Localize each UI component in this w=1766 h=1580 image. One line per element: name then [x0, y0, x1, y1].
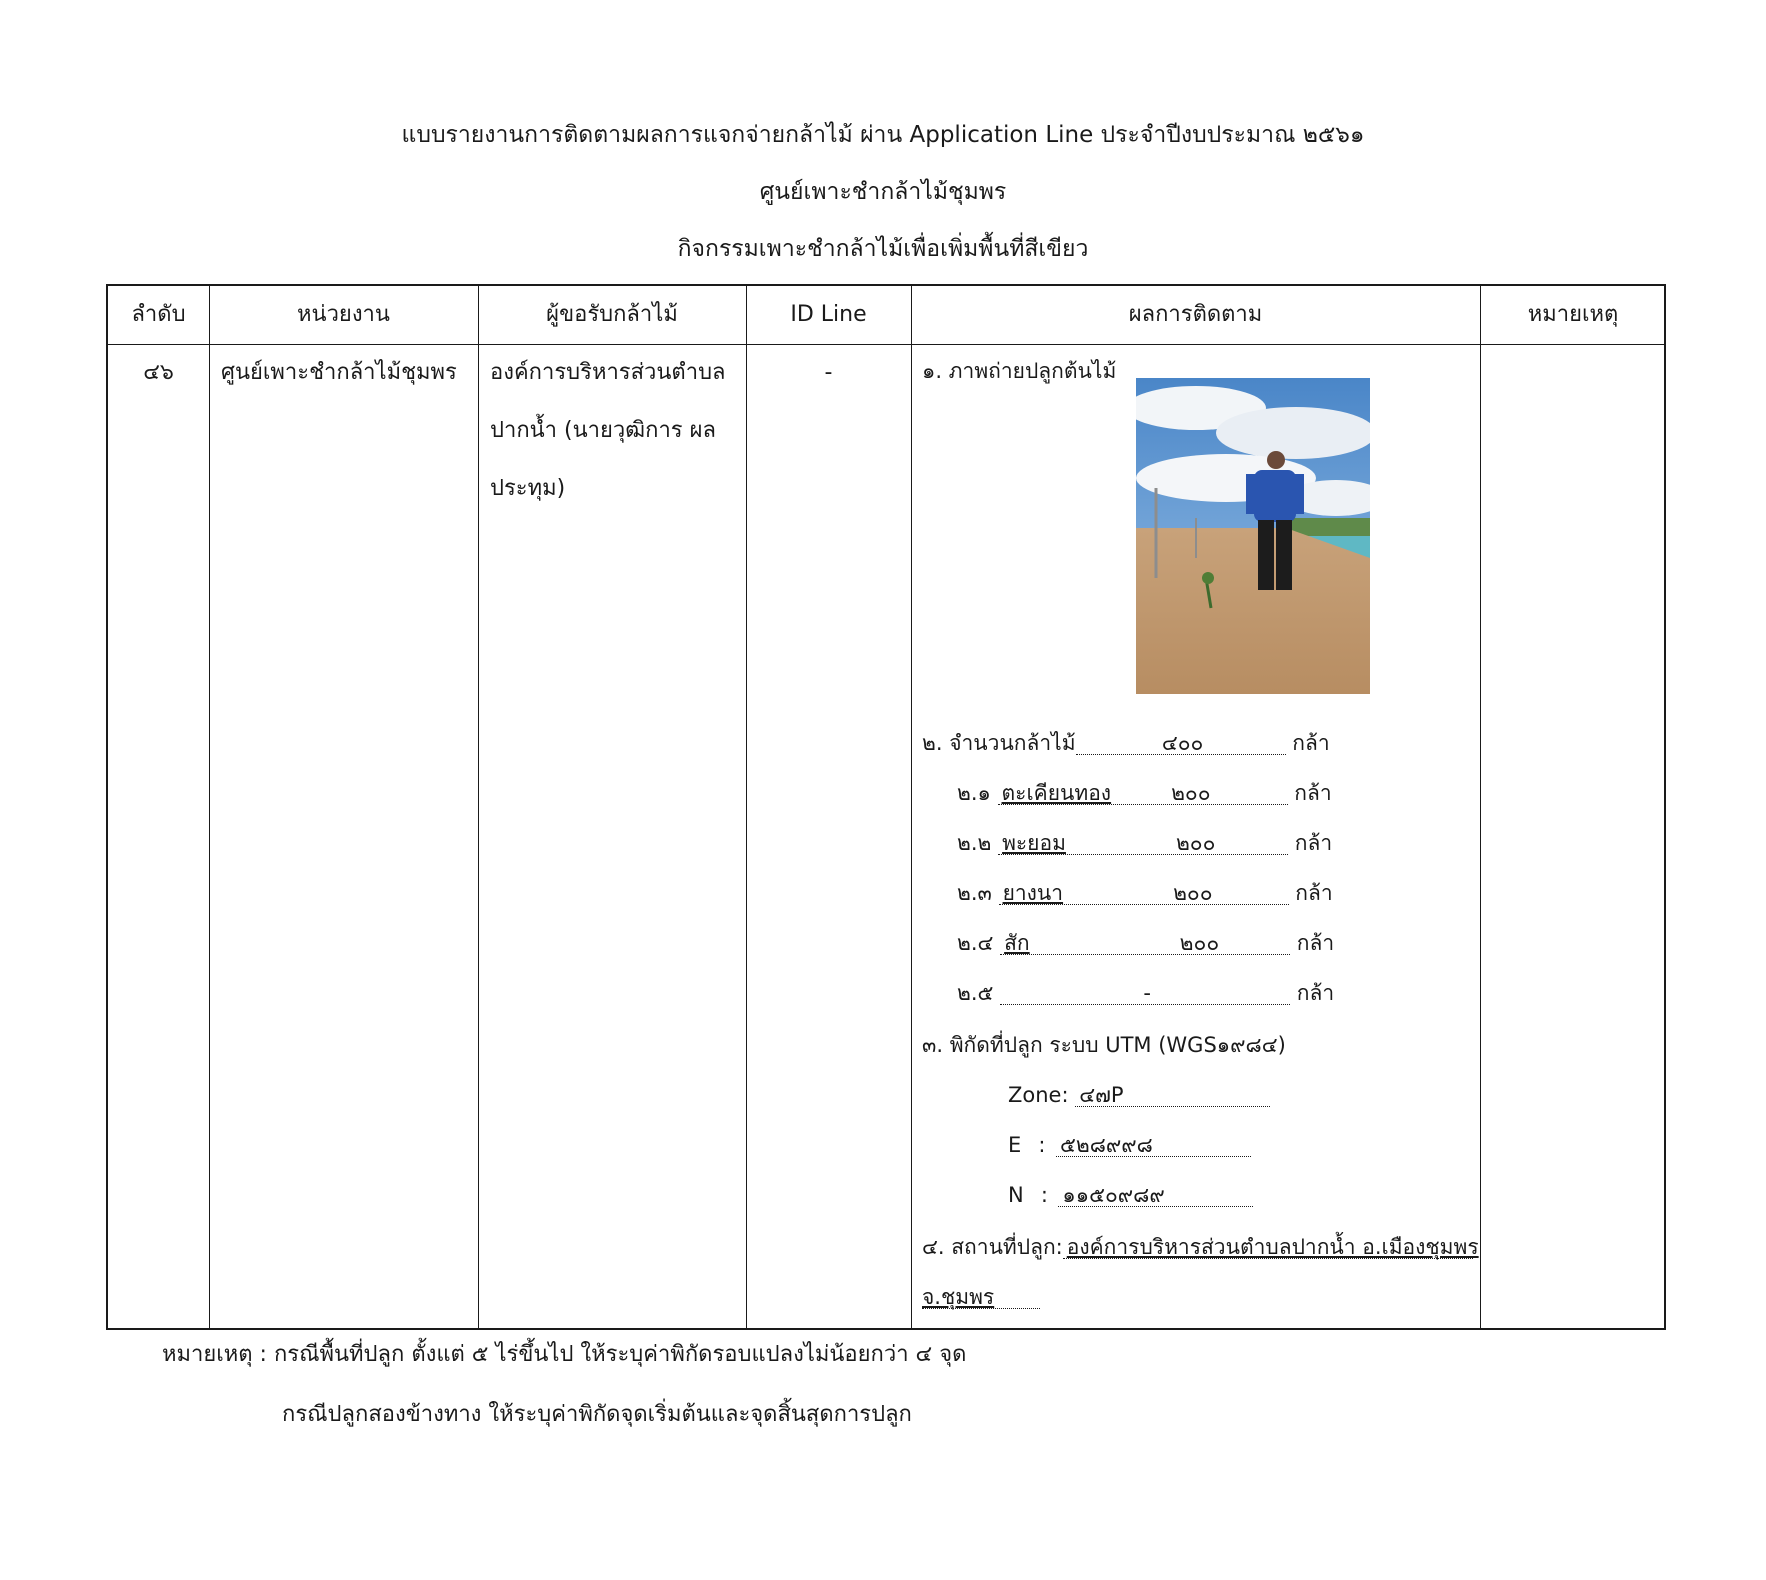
- e-value: ๕๒๘๙๙๘: [1056, 1133, 1251, 1157]
- species-fill: [1000, 981, 1290, 1005]
- center-name: ศูนย์เพาะชำกล้าไม้ชุมพร: [759, 179, 1007, 205]
- planting-photo: [1136, 378, 1370, 694]
- activity-name: กิจกรรมเพาะชำกล้าไม้เพื่อเพิ่มพื้นที่สีเขียว: [677, 236, 1089, 262]
- count-row: [922, 728, 1330, 758]
- species-unit: กล้า: [1295, 881, 1333, 905]
- species-qty: -: [1143, 981, 1151, 1005]
- species-no: ๒.๑: [957, 781, 991, 805]
- species-unit: กล้า: [1294, 781, 1332, 805]
- column-divider: [1480, 286, 1481, 1328]
- row-id-line: -: [824, 360, 833, 385]
- species-no: ๒.๔: [957, 931, 994, 955]
- header-result: ผลการติดตาม: [1128, 302, 1263, 327]
- column-divider: [209, 286, 210, 1328]
- species-row: [957, 778, 1332, 808]
- coord-label: ๓. พิกัดที่ปลูก ระบบ UTM (WGS๑๙๘๔): [922, 1033, 1286, 1057]
- species-row: [957, 828, 1332, 858]
- e-label: E: [1008, 1133, 1022, 1157]
- species-no: ๒.๒: [957, 831, 992, 855]
- report-title: แบบรายงานการติดตามผลการแจกจ่ายกล้าไม้ ผ่าน Application Line ประจำปีงบประมาณ ๒๕๖๑: [401, 122, 1365, 148]
- zone-row: [1008, 1080, 1270, 1110]
- species-name: พะยอม: [1002, 831, 1066, 855]
- species-qty: ๒๐๐: [1171, 781, 1211, 805]
- species-qty: ๒๐๐: [1179, 931, 1220, 955]
- footnote-text1: กรณีพื้นที่ปลูก ตั้งแต่ ๕ ไร่ขึ้นไป ให้ระบุค่าพิกัดรอบแปลงไม่น้อยกว่า ๔ จุด: [273, 1342, 967, 1367]
- species-qty: ๒๐๐: [1173, 881, 1213, 905]
- species-name: ยางนา: [1002, 881, 1064, 905]
- header-id-line: ID Line: [790, 302, 867, 327]
- header-no: ลำดับ: [131, 302, 186, 327]
- row-unit: ศูนย์เพาะชำกล้าไม้ชุมพร: [221, 360, 457, 385]
- count-value: ๔๐๐: [1076, 731, 1286, 755]
- e-row: E : ๕๒๘๙๙๘: [1008, 1130, 1251, 1160]
- species-unit: กล้า: [1296, 931, 1335, 955]
- species-no: ๒.๕: [957, 981, 994, 1005]
- photo-label: ๑. ภาพถ่ายปลูกต้นไม้: [922, 359, 1117, 383]
- header-recipient: ผู้ขอรับกล้าไม้: [546, 302, 678, 327]
- species-fill: [998, 781, 1288, 805]
- species-name: ตะเคียนทอง: [1001, 781, 1112, 805]
- count-unit: กล้า: [1292, 731, 1330, 755]
- count-label: ๒. จำนวนกล้าไม้: [922, 731, 1076, 755]
- column-divider: [911, 286, 912, 1328]
- header-unit: หน่วยงาน: [297, 302, 390, 327]
- report-table: [106, 284, 1666, 1330]
- column-divider: [478, 286, 479, 1328]
- footnote-label: หมายเหตุ :: [162, 1342, 267, 1367]
- place-row: [922, 1232, 1479, 1262]
- species-unit: กล้า: [1294, 831, 1333, 855]
- species-no: ๒.๓: [957, 881, 992, 905]
- n-row: N : ๑๑๕๐๙๘๙: [1008, 1180, 1253, 1210]
- species-fill: [998, 831, 1288, 855]
- place-label: ๔. สถานที่ปลูก:: [922, 1235, 1063, 1259]
- species-row: [957, 878, 1333, 908]
- row-no: ๔๖: [143, 360, 174, 385]
- species-row: [957, 928, 1334, 958]
- footnote-line2: กรณีปลูกสองข้างทาง ให้ระบุค่าพิกัดจุดเริ่มต้นและจุดสิ้นสุดการปลูก: [282, 1402, 912, 1427]
- row-recipient: องค์การบริหารส่วนตำบลปากน้ำ (นายวุฒิการ ผลประทุม): [490, 360, 726, 501]
- species-row: [957, 978, 1334, 1008]
- column-divider: [746, 286, 747, 1328]
- place-value-line2: จ.ชุมพร: [922, 1285, 1040, 1309]
- footnote-line1: [162, 1340, 966, 1370]
- zone-value: ๔๗P: [1075, 1083, 1270, 1107]
- place-value-line1: องค์การบริหารส่วนตำบลปากน้ำ อ.เมืองชุมพร: [1063, 1235, 1473, 1259]
- species-qty: ๒๐๐: [1175, 831, 1216, 855]
- n-value: ๑๑๕๐๙๘๙: [1058, 1183, 1253, 1207]
- header-remark: หมายเหตุ: [1527, 302, 1619, 327]
- n-label: N: [1008, 1183, 1024, 1207]
- zone-label: Zone:: [1008, 1083, 1069, 1107]
- species-name: สัก: [1004, 931, 1030, 955]
- place-row-2: [922, 1282, 1040, 1312]
- species-fill: [1000, 931, 1290, 955]
- species-unit: กล้า: [1296, 981, 1335, 1005]
- species-fill: [999, 881, 1289, 905]
